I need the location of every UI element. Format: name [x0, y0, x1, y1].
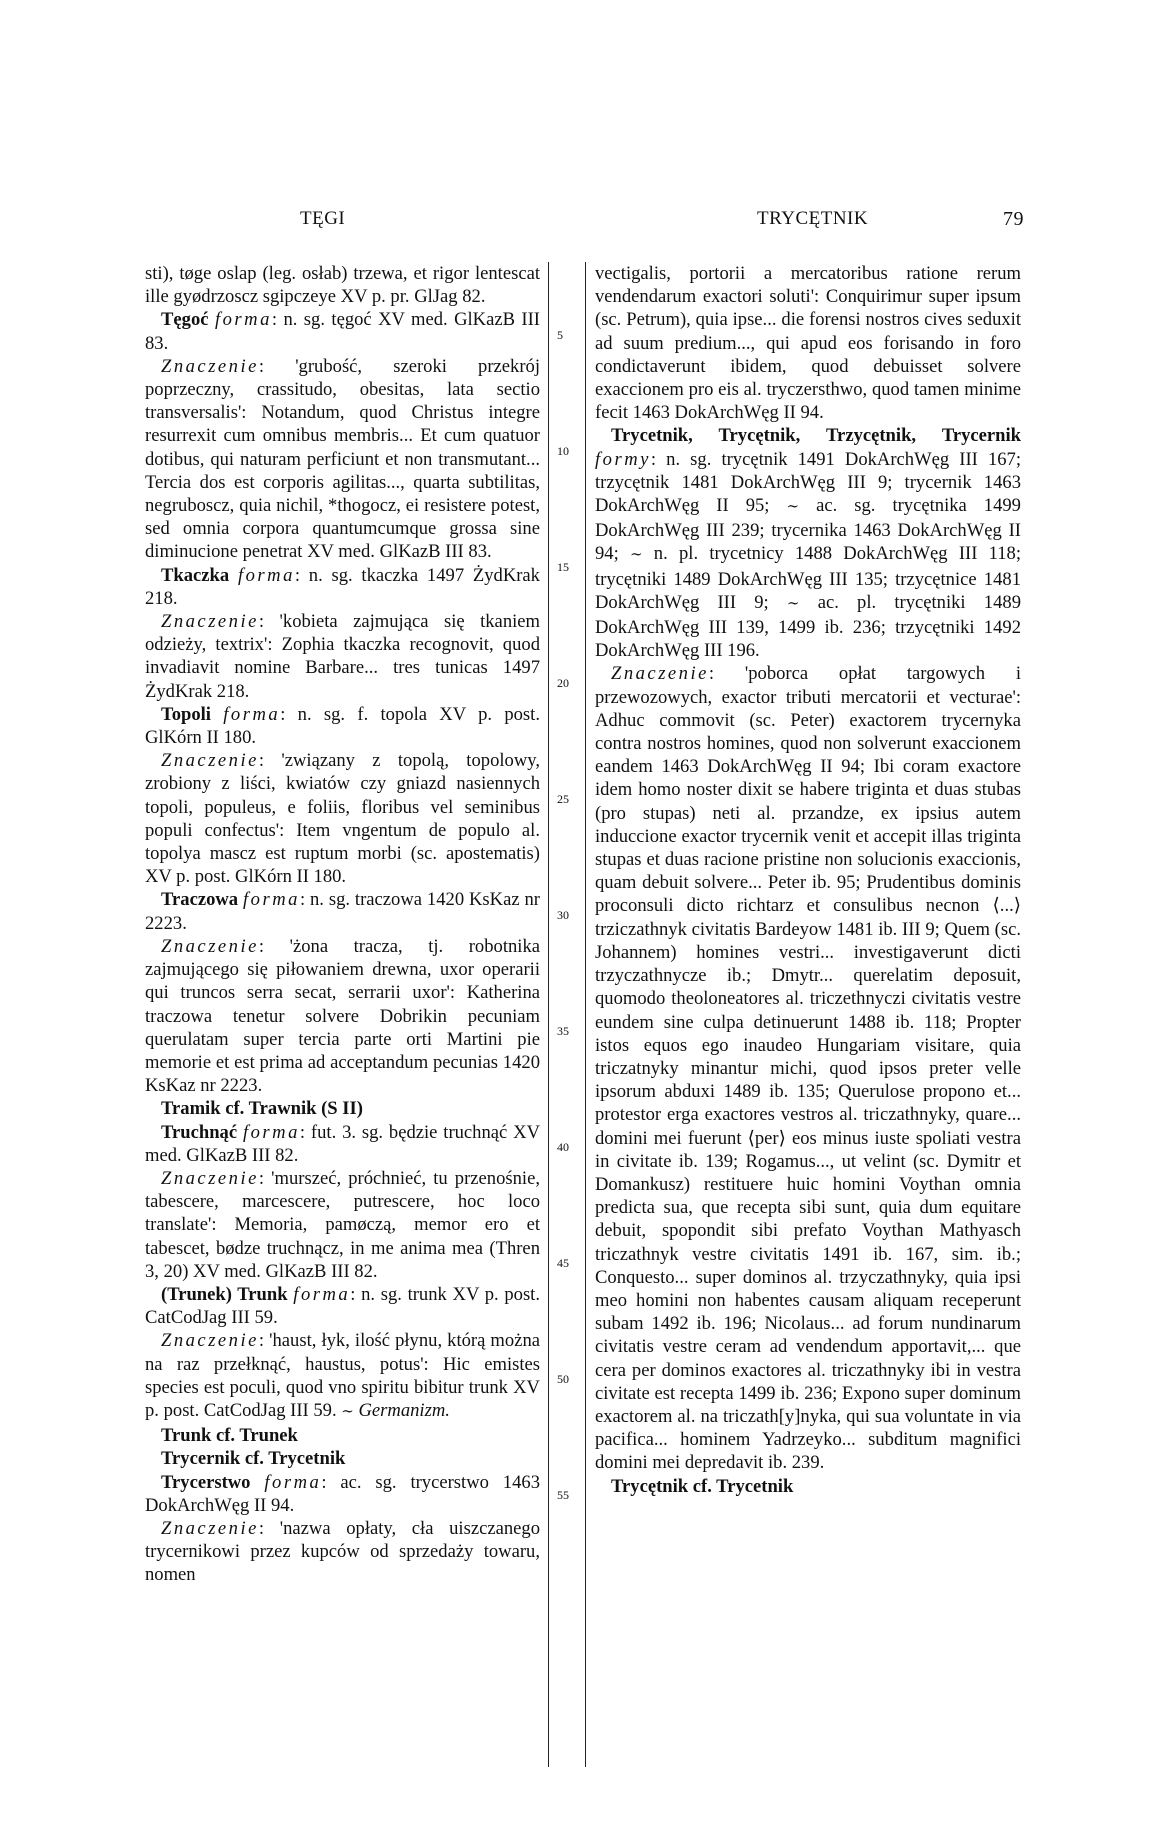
right-column: [595, 262, 1021, 1498]
line-number: 40: [557, 1140, 569, 1154]
forma-text: : n. sg. tęgoć XV med. GlKazB III 83.: [145, 309, 540, 354]
meaning-tkaczka: [145, 610, 540, 703]
forma-label: forma: [237, 564, 295, 586]
forma-text: : n. sg. trycętnik 1491 DokArchWęg III 167; trzycętnik 1481 DokArchWęg III 9; trycernik 1463 DokArchWęg II 95;: [595, 448, 1021, 517]
page-number: 79: [1003, 208, 1024, 230]
znaczenie-label: Znaczenie: [161, 1167, 259, 1189]
line-number: 15: [557, 560, 569, 574]
meaning-truchnac: [145, 1167, 540, 1283]
znaczenie-label: Znaczenie: [161, 1517, 259, 1539]
entry-topoli: [145, 703, 540, 749]
forma-text: : fut. 3. sg. będzie truchnąć XV med. GlKazB III 82.: [145, 1121, 540, 1166]
znaczenie-label: Znaczenie: [611, 663, 709, 685]
forma-text: n. pl. trycetnicy 1488 DokArchWęg III 118; trycętniki 1489 DokArchWęg III 135; trzycętnice 1481 DokArchWęg III 9;: [595, 543, 1021, 613]
forma-label: forma: [242, 1121, 300, 1143]
swung-dash: ∼: [786, 499, 800, 516]
meaning-tegoc: [145, 355, 540, 564]
meaning-tail: Germanizm.: [353, 1399, 450, 1421]
forma-label: forma: [214, 309, 272, 331]
forma-label: forma: [264, 1471, 322, 1493]
forma-text: ac. sg. trycętnika 1499 DokArchWęg III 239; trycernika 1463 DokArchWęg II 94;: [595, 495, 1021, 565]
forma-text: : n. sg. trunk XV p. post. CatCodJag III 59.: [145, 1283, 540, 1329]
headword: Tkaczka: [161, 564, 230, 586]
meaning-text: : 'nazwa opłaty, cła uiszczanego trycernikowi przez kupców od sprzedaży towaru, nomen: [145, 1517, 540, 1586]
headword: Trycerstwo: [161, 1471, 251, 1493]
meaning-trunk: [145, 1329, 540, 1424]
entry-trycetnik: [595, 424, 1021, 662]
cross-ref-tramik: Tramik cf. Trawnik (S II): [161, 1098, 363, 1120]
meaning-trycetnik: [595, 662, 1021, 1474]
entry-tegoc: [145, 308, 540, 354]
running-head-right: TRYCĘTNIK: [757, 208, 869, 229]
headword: Tęgoć: [161, 309, 209, 331]
entry-continuation: vectigalis, portorii a mercatoribus ratione rerum vendendarum exactori soluti': Conquirimur super ipsum (sc. Petrum), quia ipse... die forensi nostros cives seduxit ad suum predium..., qui apud eos forisando in foro condictaverunt ibidem, quod debuisset solvere exaccionem pro eis al. tryczersthwo, quod tamen minime fecit 1463 DokArchWęg II 94.: [595, 263, 1021, 424]
forma-text: : n. sg. traczowa 1420 KsKaz nr 2223.: [145, 889, 540, 934]
meaning-text: : 'grubość, szeroki przekrój poprzeczny, crassitudo, obesitas, lata sectio transversalis': Notandum, quod Christus integre resurrexit cum omnibus membris... Et cum quatuor dotibus, qui naturam perficiunt et non transmutant... Tercia dos est corporis agilitas..., quarta subtilitas, negruboscz, quia nichil, *thogocz, ei resistere potest, sed omnia corpora quantumcumque grossa sine diminucione penetrat XV med. GlKazB III 83.: [145, 355, 540, 563]
line-number: 45: [557, 1256, 569, 1270]
swung-dash: ∼: [630, 547, 643, 564]
meaning-text: : 'związany z topolą, topolowy, zrobiony z liści, kwiatów czy gniazd nasiennych topoli, populeus, e foliis, floribus vel seminibus populi confectus': Item vngentum de populo al. topolya mascz est ruptum morbi (sc. apostematis) XV p. post. GlKórn II 180.: [145, 750, 540, 888]
line-number: 25: [557, 792, 569, 806]
entry-traczowa: [145, 888, 540, 934]
meaning-text: : 'poborca opłat targowych i przewozowych, exactor tributi mercatorii et vecturae': Adhuc commovit (sc. Peter) exactorem trycernyka contra nostros homines, quod non solverunt exaccionem eandem 1463 DokArchWęg II 94; Ibi coram exactore idem homo noster dixit se habere triginta et duas stubas (pro stupas) neti al. przandze, ex ipsius autem induccione exactor trycernik venit et accepit illas triginta stupas et duas racione pristine non solucionis exaccionis, quam debuit solvere... Peter ib. 95; Prudentibus dominis proconsuli dicto richtarz et consulibus necnon ⟨...⟩ trziczathnyk civitatis Bardeyow 1481 ib. III 9; Quem (sc. Johannem) homines vestri... investigaverunt dicti trzyczathnycze ib.; Dmytr... querelatim deposuit, quomodo theoloneatores al. triczethnyczi civitatis vestre eundem sine culpa detinuerunt 1488 ib. 118; Propter istos equos ego inaudeo Hungariam visitare, quia triczatnyky minantur michi, quod ipsos preter velle ipsorum abduxi 1489 ib. 135; Querulose propono et... protestor erga exactores vestros al. triczathnyky, quare... domini mei fuerunt ⟨per⟩ eos minus iuste spoliati vestra in civitate ib. 139; Rogamus..., ut velint (sc. Dymitr et Domankusz) restituere huic homini Voythan omnia predicta sua, que recepta sibi sunt, quia dum equitare debuit, spopondit sibi prefato Voythan Mathyasch triczathnyk vestre civitatis 1491 ib. 167, sim. ib.; Conquesto... super dominos al. trzyczathnyky, quia ipsi meo homini non habentes causam aliquam receperunt subam 1492 ib. 196; Nicolaus... ad forum nundinarum civitatis vestre ceram ad vendendum apportavit,... que cera per dominos exactores al. triczathnyky ibi in vestra civitate est recepta 1499 ib. 236; Expono super dominum exactorem al. na triczath[y]nyka, qui sua voluntate in via pacifica... hominem Yadrzeyko... subditum magnifici domini mei depredavit ib. 239.: [595, 663, 1021, 1474]
meaning-traczowa: [145, 935, 540, 1097]
forma-text: : n. sg. f. topola XV p. post. GlKórn II 180.: [145, 703, 540, 749]
meaning-text: : 'żona tracza, tj. robotnika zajmującego się piłowaniem drewna, uxor operarii qui truncos serra secat, serrarii uxor': Katherina traczowa tenetur solvere Dobrikin pecuniam querulatam super tercia parte orti Martini pie memorie et est prima ad acceptandum pecunias 1420 KsKaz nr 2223.: [145, 935, 540, 1097]
forma-label: forma: [293, 1283, 351, 1305]
forma-label: forma: [223, 703, 281, 725]
line-number: 50: [557, 1372, 569, 1386]
meaning-text: : 'kobieta zajmująca się tkaniem odzieży, textrix': Zophia tkaczka recognovit, quod invadiavit nomine Barbare... tres tunicas 1497 ŻydKrak 218.: [145, 611, 540, 702]
entry-trunk: [145, 1283, 540, 1329]
forma-text: : ac. sg. trycerstwo 1463 DokArchWęg II 94.: [145, 1471, 540, 1516]
running-head: [0, 208, 1153, 238]
meaning-text: : 'haust, łyk, ilość płynu, którą można na raz przełknąć, haustus, potus': Hic emistes species est poculi, quod vno spiritu bibitur trunk XV p. post. CatCodJag III 59.: [145, 1330, 540, 1421]
forma-label: formy: [595, 448, 651, 470]
line-number: 10: [557, 444, 569, 458]
swung-dash: ∼: [341, 1403, 354, 1420]
cross-ref-trunk: Trunk cf. Trunek: [161, 1425, 298, 1447]
line-number: 5: [557, 328, 563, 342]
meaning-topoli: [145, 749, 540, 888]
entry-tkaczka: [145, 564, 540, 610]
headword: (Trunek) Trunk: [161, 1283, 288, 1305]
forma-text: : n. sg. tkaczka 1497 ŻydKrak 218.: [145, 564, 540, 609]
znaczenie-label: Znaczenie: [161, 1330, 259, 1352]
meaning-text: : 'murszeć, próchnieć, tu przenośnie, tabescere, marcescere, putrescere, hoc loco translate': Memoria, pamøczą, memor ero et tabescet, bødze truchnącz, in me anima mea (Thren 3, 20) XV med. GlKazB III 82.: [145, 1167, 540, 1282]
line-number: 55: [557, 1488, 569, 1502]
line-number: 35: [557, 1024, 569, 1038]
znaczenie-label: Znaczenie: [161, 750, 259, 772]
forma-label: forma: [243, 889, 300, 911]
entry-truchnac: [145, 1121, 540, 1167]
headword: Trycetnik, Trycętnik, Trzycętnik, Trycernik: [611, 425, 1021, 447]
headword: Topoli: [161, 703, 211, 725]
line-number: 30: [557, 908, 569, 922]
headword: Truchnąć: [161, 1121, 238, 1143]
znaczenie-label: Znaczenie: [161, 935, 259, 957]
line-number: 20: [557, 676, 569, 690]
forma-text: ac. pl. trycętniki 1489 DokArchWęg III 139, 1499 ib. 236; trzycętniki 1492 DokArchWęg III 196.: [595, 591, 1021, 662]
headword: Traczowa: [161, 889, 239, 911]
entry-trycerstwo: [145, 1471, 540, 1517]
running-head-left: TĘGI: [300, 208, 346, 229]
znaczenie-label: Znaczenie: [161, 611, 259, 633]
meaning-trycerstwo: [145, 1517, 540, 1587]
swung-dash: ∼: [786, 595, 800, 612]
znaczenie-label: Znaczenie: [161, 355, 259, 377]
line-number-gutter: [547, 262, 587, 1822]
cross-ref-trycetnik: Trycętnik cf. Trycetnik: [611, 1475, 794, 1497]
cross-ref-trycernik: Trycernik cf. Trycetnik: [161, 1448, 346, 1470]
left-column: [145, 262, 540, 1587]
entry-continuation: sti), tøge oslap (leg. osłab) trzewa, et rigor lentescat ille gyødrzoscz sgipczeye XV p. pr. GlJag 82.: [145, 263, 540, 308]
